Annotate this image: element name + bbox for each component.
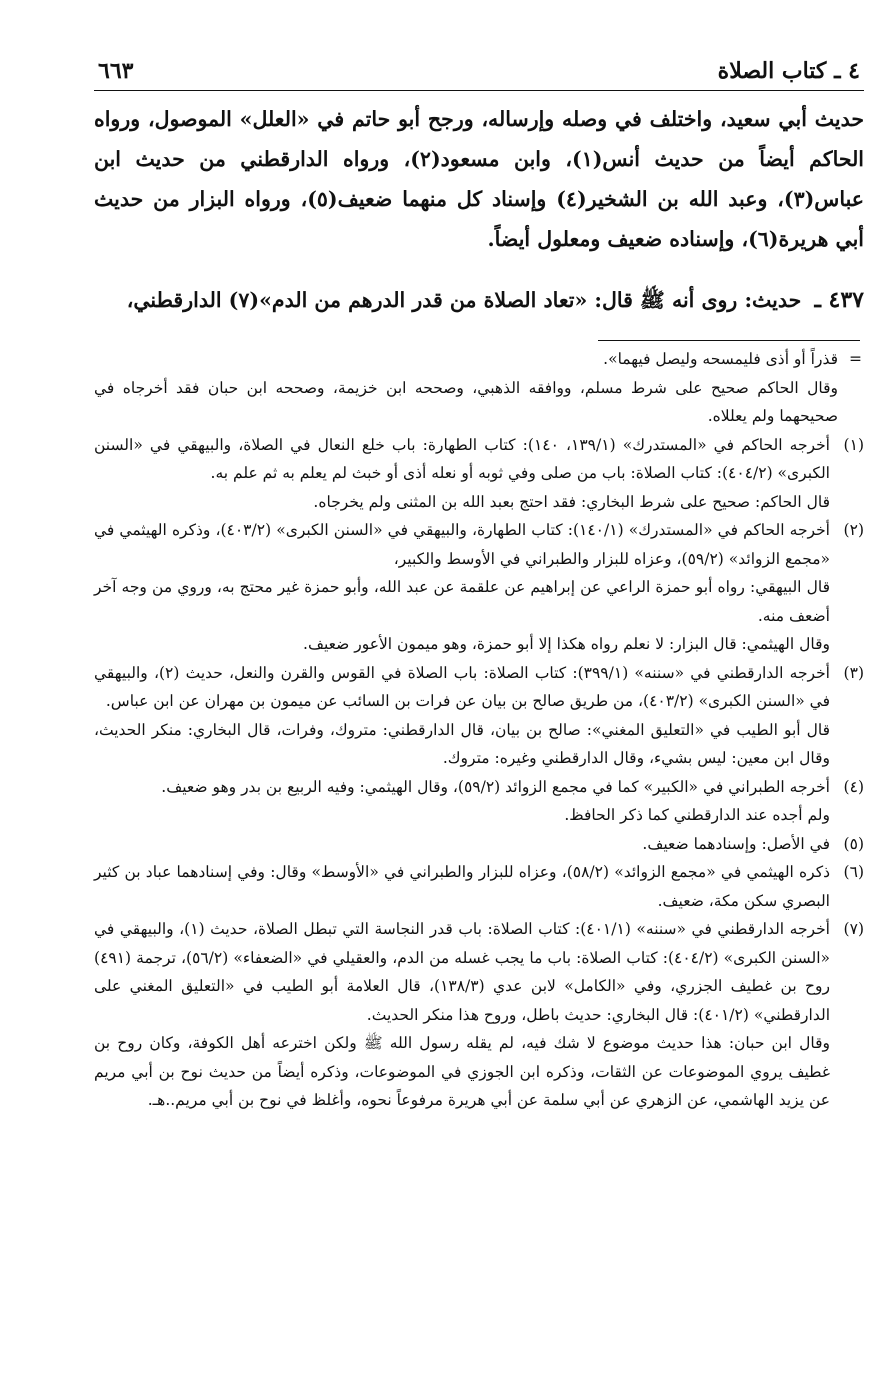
footnote-paragraph: وقال ابن حبان: هذا حديث موضوع لا شك فيه، لم يقله رسول الله ﷺ ولكن اخترعه أهل الكوفة، وكان روح بن غطيف يروي الموضوعات عن الثقات، وذكره ابن الجوزي في الموضوعات، وذكره أيضاً من حديث نوح بن أبي مريم عن يزيد الهاشمي، عن الزهري عن أبي سلمة عن أبي هريرة مرفوعاً نحوه، وأغلظ في نوح بن أبي مريم..هـ.: [94, 1034, 830, 1109]
footnote-number: (٤): [843, 777, 864, 796]
footnote-body: [94, 659, 830, 773]
hadith-number: ٤٣٧ ـ: [814, 286, 864, 313]
running-title: ٤ ـ كتاب الصلاة: [717, 58, 860, 84]
continued-line: قذراً أو أذى فليمسحه وليصل فيهما».: [603, 350, 838, 368]
footnote-body: [94, 858, 830, 915]
footnote-2: [94, 516, 864, 659]
continued-line: وقال الحاكم صحيح على شرط مسلم، ووافقه الذهبي، وصححه ابن خزيمة، وصححه ابن حبان فقد أخرجاه في صحيحهما ولم يعللاه.: [94, 378, 838, 425]
footnote-paragraph: أخرجه الدارقطني في «سننه» (٣٩٩/١): كتاب الصلاة: باب الصلاة في القوس والقرن والنعل، حديث (٢)، والبيهقي في «السنن الكبرى» (٤٠٣/٢)، من طريق صالح بن بيان عن فرات بن السائب عن ميمون بن مهران عن ابن عباس.: [94, 663, 830, 710]
footnote-body: [94, 431, 830, 517]
main-text-paragraph: حديث أبي سعيد، واختلف في وصله وإرساله، ورجح أبو حاتم في «العلل» الموصول، ورواه الحاكم أيضاً من حديث أنس(١)، وابن مسعود(٢)، ورواه الدارقطني من حديث ابن عباس(٣)، وعبد الله بن الشخير(٤) وإسناد كل منهما ضعيف(٥)، ورواه البزار من حديث أبي هريرة(٦)، وإسناده ضعيف ومعلول أيضاً.: [94, 107, 865, 251]
footnote-body: [94, 516, 830, 659]
footnote-paragraph: قال أبو الطيب في «التعليق المغني»: صالح بن بيان، قال الدارقطني: متروك، وفرات، قال البخاري: منكر الحديث، وقال ابن معين: ليس بشيء، وقال الدارقطني وغيره: متروك.: [94, 720, 830, 767]
footnote-number: (٣): [843, 663, 864, 682]
footnote-3: [94, 659, 864, 773]
book-page: [94, 56, 864, 1115]
footnote-divider: [598, 340, 860, 341]
footnote-paragraph: قال البيهقي: رواه أبو حمزة الراعي عن إبراهيم عن علقمة عن عبد الله، وأبو حمزة غير محتج به، وروي من وجه آخر أضعف منه.: [94, 578, 830, 625]
footnote-5: [94, 830, 864, 859]
footnote-number: (١): [843, 435, 864, 454]
footnote-body: [94, 773, 830, 830]
footnote-paragraph: في الأصل: وإسنادهما ضعيف.: [642, 834, 830, 853]
footnote-paragraph: أخرجه الحاكم في «المستدرك» (١٣٩/١، ١٤٠): كتاب الطهارة: باب خلع النعال في الصلاة، والبيهقي في «السنن الكبرى» (٤٠٤/٢): كتاب الصلاة: باب من صلى وفي ثوبه أو نعله أذى أو خبث لم يعلم به ثم علم به.: [94, 435, 830, 482]
footnote-paragraph: وقال الهيثمي: قال البزار: لا نعلم رواه هكذا إلا أبو حمزة، وهو ميمون الأعور ضعيف.: [303, 635, 830, 653]
page-number: ٦٦٣: [98, 58, 134, 84]
footnote-paragraph: أخرجه الدارقطني في «سننه» (٤٠١/١): كتاب الصلاة: باب قدر النجاسة التي تبطل الصلاة، حديث (١)، والبيهقي في «السنن الكبرى» (٤٠٤/٢): كتاب الصلاة: باب ما يجب غسله من الدم، والعقيلي في «الضعفاء» (٥٦/٢)، ترجمة (٤٩١) روح بن غطيف الجزري، وفي «الكامل» لابن عدي (١٣٨/٣)، قال العلامة أبو الطيب في «التعليق المغني على الدارقطني» (٤٠١/٢): قال البخاري: حديث باطل، وروح هذا منكر الحديث.: [94, 920, 831, 1024]
hadith-text: حديث: روى أنه ﷺ قال: «تعاد الصلاة من قدر الدرهم من الدم»(٧) الدارقطني،: [126, 287, 802, 312]
footnote-7: [94, 915, 864, 1115]
footnote-paragraph: ولم أجده عند الدارقطني كما ذكر الحافظ.: [564, 806, 830, 824]
footnote-paragraph: قال الحاكم: صحيح على شرط البخاري: فقد احتج بعبد الله بن المثنى ولم يخرجاه.: [313, 492, 830, 511]
footnote-6: [94, 858, 864, 915]
page-header: [94, 56, 864, 91]
hadith-entry: [94, 280, 864, 320]
footnote-number: (٥): [843, 834, 864, 853]
footnote-body: [94, 915, 830, 1115]
footnote-4: [94, 773, 864, 830]
footnotes-section: [94, 345, 864, 1115]
footnote-body: [94, 830, 830, 859]
footnote-number: (٦): [843, 863, 864, 881]
footnote-paragraph: ذكره الهيثمي في «مجمع الزوائد» (٥٨/٢)، وعزاه للبزار والطبراني في «الأوسط» وقال: وفي إسنادهما عباد بن كثير البصري سكن مكة، ضعيف.: [94, 863, 831, 910]
footnote-paragraph: أخرجه الحاكم في «المستدرك» (١٤٠/١): كتاب الطهارة، والبيهقي في «السنن الكبرى» (٤٠٣/٢)، وذكره الهيثمي في «مجمع الزوائد» (٥٩/٢)، وعزاه للبزار والطبراني في الأوسط والكبير،: [94, 521, 830, 568]
continuation-mark: =: [849, 350, 862, 368]
footnote-1: [94, 431, 864, 517]
continued-footnote: [94, 345, 864, 431]
footnote-number: (٧): [843, 920, 864, 938]
footnote-paragraph: أخرجه الطبراني في «الكبير» كما في مجمع الزوائد (٥٩/٢)، وقال الهيثمي: وفيه الربيع بن بدر وهو ضعيف.: [161, 777, 830, 796]
footnote-number: (٢): [843, 521, 864, 539]
